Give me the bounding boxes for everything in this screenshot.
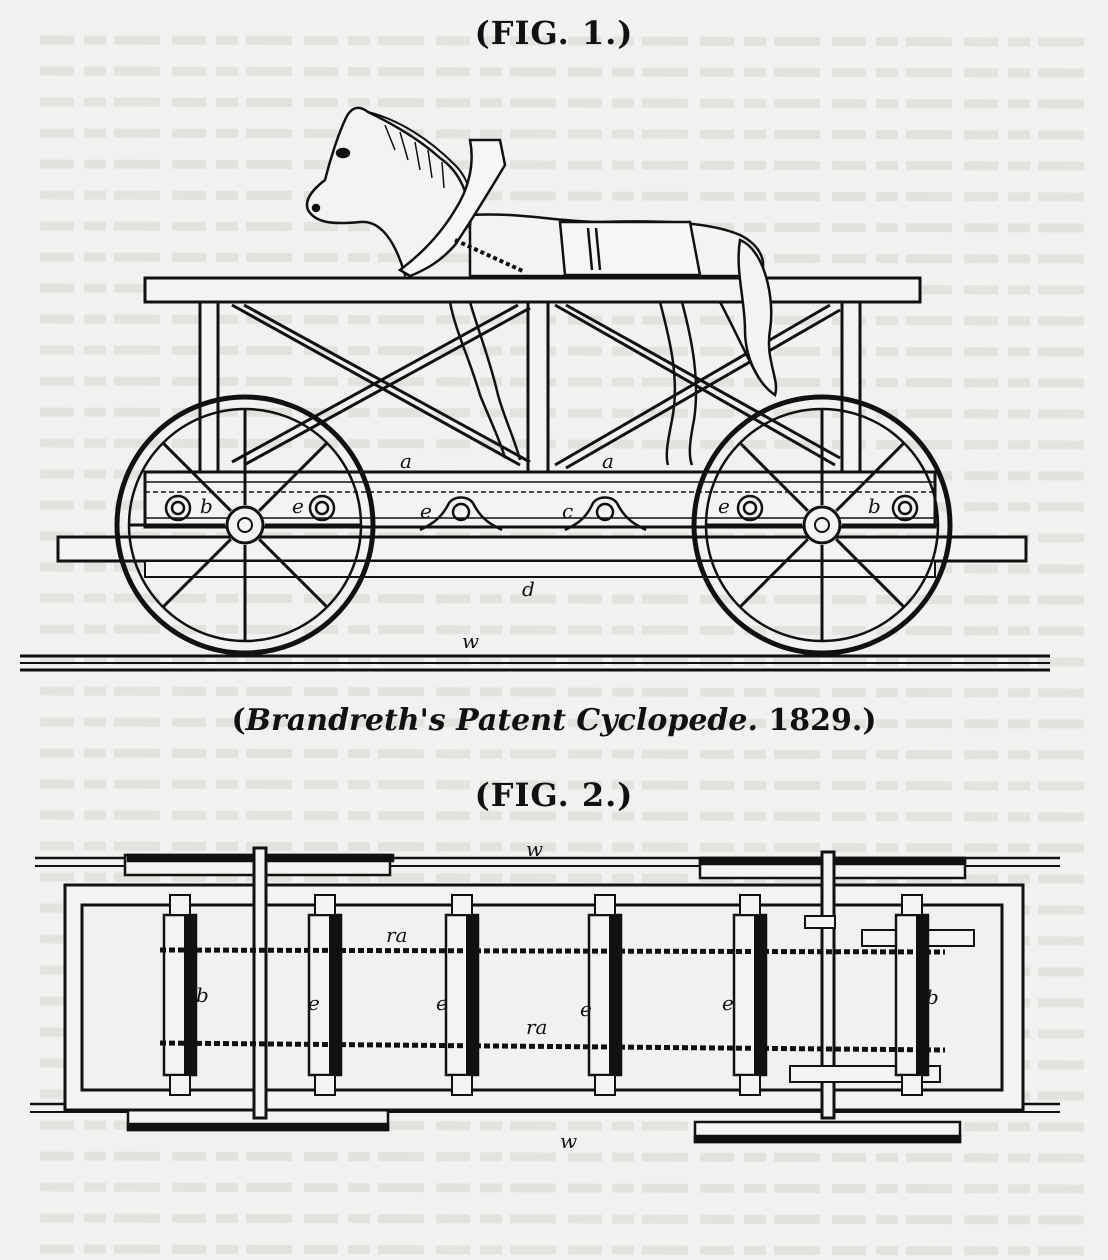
- label-e-plan-2: e: [436, 991, 448, 1015]
- figure-1-caption: (Brandreth's Patent Cyclopede. 1829.): [231, 703, 877, 738]
- label-e-3: e: [718, 494, 730, 518]
- label-e-1: e: [292, 494, 304, 518]
- figure-1-title: (FIG. 1.): [474, 14, 634, 52]
- label-e-plan-4: e: [722, 991, 734, 1015]
- roller-b-right: [896, 895, 928, 1095]
- label-c: c: [562, 499, 574, 523]
- caption-year: 1829.: [768, 703, 863, 738]
- caption-name: Brandreth's Patent Cyclopede.: [245, 703, 758, 738]
- roller-b-left: [164, 895, 196, 1095]
- roller-e-3: [589, 895, 621, 1095]
- figure-2-title: (FIG. 2.): [474, 776, 634, 814]
- label-ra-bottom: ra: [526, 1015, 548, 1039]
- label-w-top: w: [526, 837, 544, 861]
- label-e-plan-3: e: [580, 997, 592, 1021]
- roller-e-2: [446, 895, 478, 1095]
- label-b-right: b: [868, 494, 881, 518]
- label-b-right-plan: b: [926, 985, 939, 1009]
- roller-e-4: [734, 895, 766, 1095]
- label-a-left: a: [400, 449, 412, 473]
- label-e-plan-1: e: [308, 991, 320, 1015]
- label-ra-top: ra: [386, 923, 408, 947]
- label-e-2: e: [420, 499, 432, 523]
- label-w-bottom: w: [560, 1129, 578, 1153]
- label-b-left-plan: b: [196, 983, 209, 1007]
- label-b-left: b: [200, 494, 213, 518]
- label-a-right: a: [602, 449, 614, 473]
- label-w-fig1: w: [462, 629, 480, 653]
- label-d: d: [522, 577, 535, 601]
